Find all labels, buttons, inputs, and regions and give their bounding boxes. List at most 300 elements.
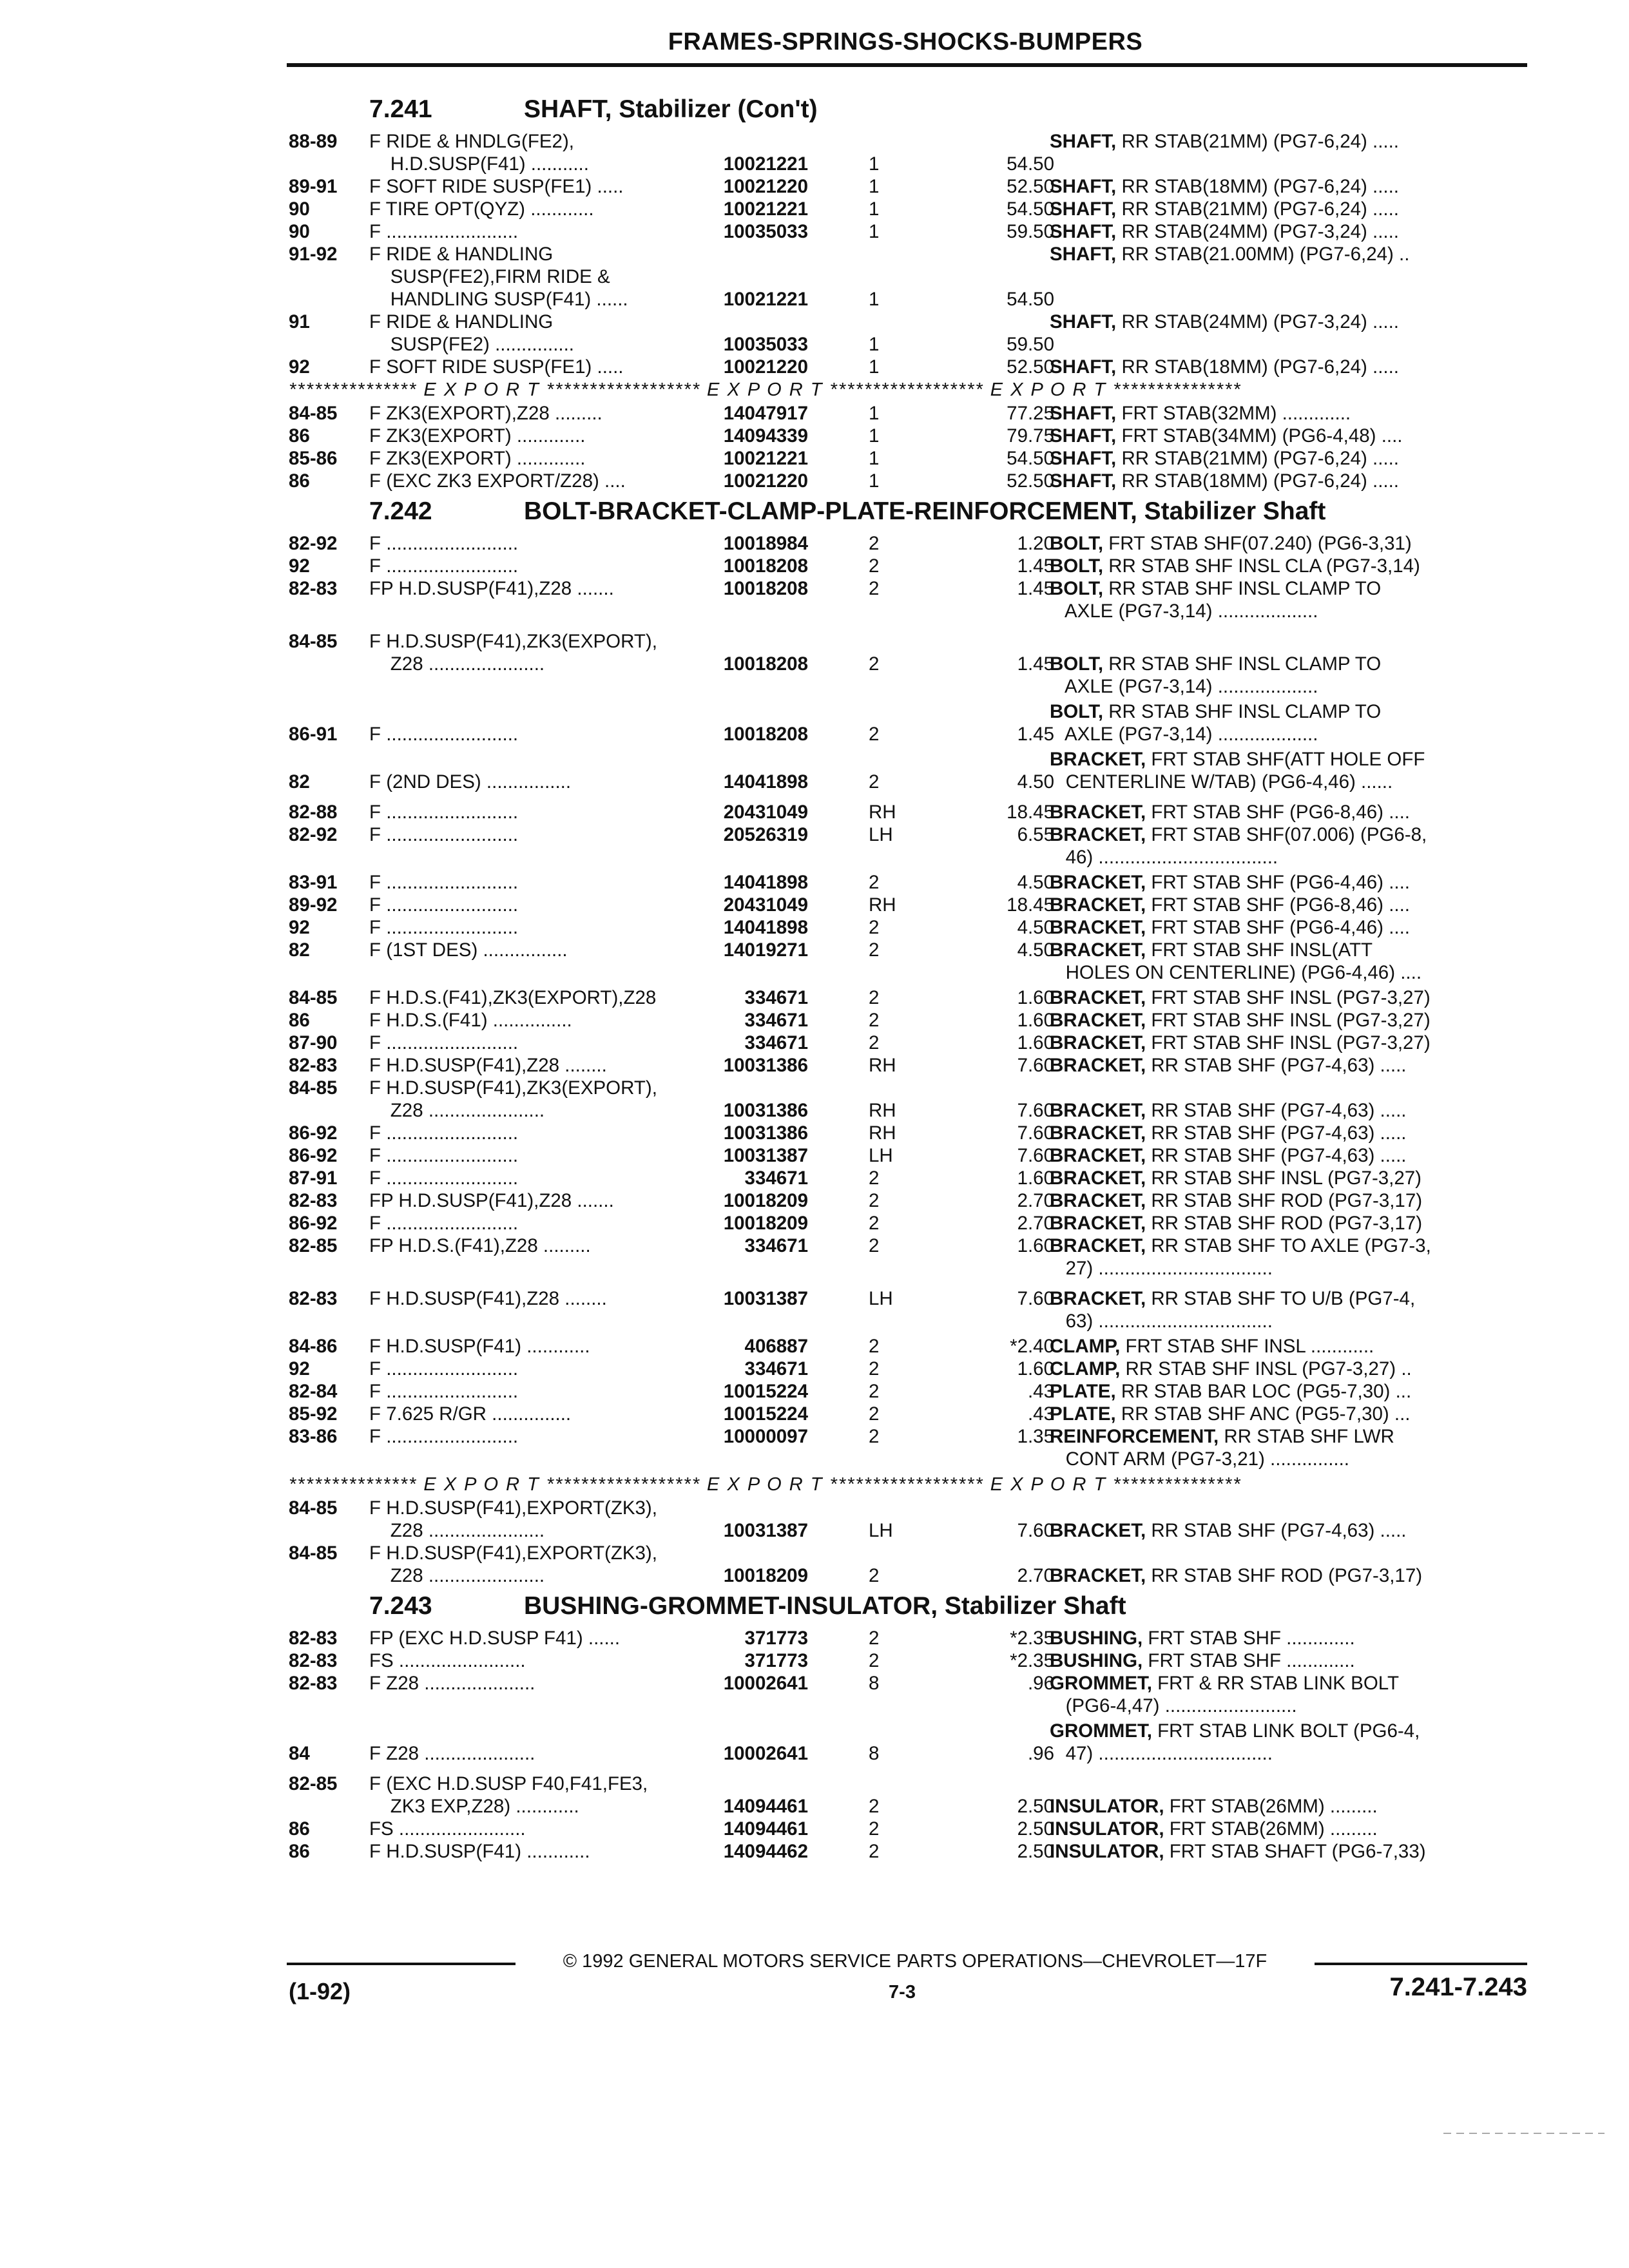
application-line: FP H.D.SUSP(F41),Z28 .......: [369, 1190, 614, 1211]
part-number: 10031387: [723, 1520, 808, 1541]
description-detail: RR STAB SHF INSL CLAMP TO: [1103, 578, 1382, 599]
quantity: 2: [869, 1628, 880, 1649]
quantity: LH: [869, 824, 893, 845]
application-line: H.D.SUSP(F41) ...........: [369, 153, 589, 175]
description-detail: 63) .................................: [1050, 1311, 1273, 1332]
description-keyword: BRACKET,: [1050, 1235, 1146, 1256]
price: 79.75: [1007, 425, 1054, 447]
description-keyword: GROMMET,: [1050, 1720, 1152, 1742]
part-number: 14041898: [723, 917, 808, 938]
application-line: F .........................: [369, 1168, 519, 1189]
part-description: [1050, 1122, 1539, 1144]
description-line: [1050, 555, 1539, 577]
part-description: [1050, 871, 1539, 894]
price: 2.70: [1017, 1213, 1054, 1234]
description-detail: FRT STAB SHF INSL (PG7-3,27): [1146, 987, 1431, 1008]
part-number: 406887: [744, 1336, 808, 1357]
description-detail: RR STAB SHF (PG7-4,63) .....: [1146, 1055, 1407, 1076]
part-description: [1050, 1077, 1539, 1122]
quantity: 2: [869, 1403, 880, 1425]
part-number: 10018209: [723, 1190, 808, 1211]
description-line: [1050, 1257, 1539, 1280]
description-detail: HOLES ON CENTERLINE) (PG6-4,46) ....: [1050, 962, 1422, 983]
header-rule: [287, 63, 1527, 67]
part-description: [1050, 470, 1539, 492]
description-detail: RR STAB SHF (PG7-4,63) .....: [1146, 1122, 1407, 1144]
section-heading: [289, 90, 1532, 130]
model-years: 84-85: [289, 403, 338, 424]
application-line: F H.D.SUSP(F41),ZK3(EXPORT),: [369, 1077, 657, 1099]
description-keyword: BRACKET,: [1050, 1168, 1146, 1189]
description-keyword: BOLT,: [1050, 653, 1104, 675]
part-number: 10018209: [723, 1213, 808, 1234]
quantity: 2: [869, 1190, 880, 1211]
price: 7.60: [1017, 1520, 1054, 1541]
description-line: [1050, 846, 1539, 869]
part-description: [1050, 532, 1539, 555]
description-line: [1050, 916, 1539, 939]
model-years: 82-83: [289, 1288, 338, 1309]
application-line: F .........................: [369, 917, 519, 938]
description-detail: RR STAB SHF LWR: [1219, 1426, 1394, 1447]
description-detail: FRT STAB(26MM) .........: [1164, 1796, 1378, 1817]
application-line: F H.D.SUSP(F41) ............: [369, 1336, 590, 1357]
description-detail: RR STAB(21.00MM) (PG7-6,24) ..: [1116, 244, 1410, 265]
part-number: 14094461: [723, 1818, 808, 1840]
catalog-row: [289, 447, 1532, 470]
catalog-row: [289, 311, 1532, 356]
price: 54.50: [1007, 153, 1054, 175]
price: *2.35: [1010, 1650, 1054, 1671]
quantity: 2: [869, 771, 880, 793]
catalog-row: [289, 1720, 1532, 1773]
description-detail: FRT STAB SHF (PG6-4,46) ....: [1146, 917, 1410, 938]
part-number: 371773: [744, 1650, 808, 1671]
description-line: [1050, 1235, 1539, 1257]
footer-date: (1-92): [289, 1978, 351, 2004]
description-detail: FRT STAB SHF (PG6-4,46) ....: [1146, 872, 1410, 893]
application-line: F ZK3(EXPORT) .............: [369, 425, 586, 447]
description-keyword: BOLT,: [1050, 701, 1104, 722]
application-line: F Z28 .....................: [369, 1743, 535, 1764]
description-line: [1050, 1773, 1539, 1795]
model-years: 90: [289, 221, 310, 242]
description-keyword: BRACKET,: [1050, 1145, 1146, 1166]
part-number: 10021221: [723, 289, 808, 310]
description-line: [1050, 894, 1539, 916]
description-detail: FRT STAB(26MM) .........: [1164, 1818, 1378, 1840]
part-number: 10018208: [723, 578, 808, 599]
price: .96: [1027, 1743, 1054, 1764]
description-line: [1050, 1380, 1539, 1403]
price: 7.60: [1017, 1122, 1054, 1144]
description-keyword: BRACKET,: [1050, 917, 1146, 938]
price: 1.35: [1017, 1426, 1054, 1447]
description-detail: FRT STAB SHF INSL (PG7-3,27): [1146, 1032, 1431, 1053]
description-line: [1050, 700, 1539, 723]
price: 18.45: [1007, 894, 1054, 916]
description-line: [1050, 961, 1539, 984]
model-years: 92: [289, 356, 310, 378]
application-line: F (2ND DES) ................: [369, 771, 572, 793]
model-years: 82-83: [289, 1190, 338, 1211]
description-keyword: BRACKET,: [1050, 894, 1146, 916]
catalog-row: [289, 1818, 1532, 1840]
part-description: [1050, 1287, 1539, 1332]
catalog-row: [289, 823, 1532, 871]
description-detail: RR STAB SHF TO AXLE (PG7-3,: [1146, 1235, 1431, 1256]
price: 7.60: [1017, 1055, 1054, 1076]
price: *2.40: [1010, 1336, 1054, 1357]
part-number: 10031386: [723, 1122, 808, 1144]
price: 1.20: [1017, 533, 1054, 554]
catalog-row: [289, 198, 1532, 220]
price: 2.50: [1017, 1841, 1054, 1862]
description-detail: RR STAB SHF (PG7-4,63) .....: [1146, 1145, 1407, 1166]
model-years: 86-91: [289, 724, 338, 745]
description-detail: AXLE (PG7-3,14) ...................: [1050, 724, 1318, 745]
description-detail: FRT STAB SHF INSL (PG7-3,27): [1146, 1010, 1431, 1031]
price: .96: [1027, 1673, 1054, 1694]
model-years: 87-91: [289, 1168, 338, 1189]
part-description: [1050, 1497, 1539, 1542]
description-keyword: REINFORCEMENT,: [1050, 1426, 1219, 1447]
part-number: 14094461: [723, 1796, 808, 1817]
part-description: [1050, 801, 1539, 823]
description-keyword: BRACKET,: [1050, 1055, 1146, 1076]
catalog-row: [289, 1335, 1532, 1358]
description-keyword: SHAFT,: [1050, 448, 1117, 469]
catalog-row: [289, 939, 1532, 986]
part-number: 10018208: [723, 724, 808, 745]
application-line: F H.D.SUSP(F41) ............: [369, 1841, 590, 1862]
model-years: 84-85: [289, 1542, 338, 1564]
quantity: 2: [869, 1650, 880, 1671]
quantity: 2: [869, 917, 880, 938]
description-line: [1050, 1542, 1539, 1564]
part-description: [1050, 555, 1539, 577]
catalog-row: [289, 220, 1532, 243]
price: 1.45: [1017, 653, 1054, 675]
description-line: [1050, 198, 1539, 220]
model-years: 86: [289, 1010, 310, 1031]
part-description: [1050, 1840, 1539, 1863]
footer-section-range: 7.241-7.243: [1389, 1973, 1527, 2001]
model-years: 89-92: [289, 894, 338, 916]
part-description: [1050, 425, 1539, 447]
application-line: F ZK3(EXPORT) .............: [369, 448, 586, 469]
description-line: [1050, 220, 1539, 243]
catalog-row: [289, 700, 1532, 748]
application-line: F H.D.SUSP(F41),ZK3(EXPORT),: [369, 631, 657, 652]
application-line: [369, 1720, 1014, 1742]
part-description: [1050, 175, 1539, 198]
section-number: 7.242: [369, 497, 432, 525]
price: 4.50: [1017, 939, 1054, 961]
description-detail: AXLE (PG7-3,14) ...................: [1050, 676, 1318, 697]
export-separator: *************** E X P O R T ****************** E X P O R T ****************** E X P O R T ***************: [289, 1474, 1242, 1495]
quantity: RH: [869, 1122, 896, 1144]
part-number: 10021221: [723, 198, 808, 220]
description-detail: RR STAB SHF ROD (PG7-3,17): [1146, 1190, 1423, 1211]
section-title: SHAFT, Stabilizer (Con't): [524, 95, 818, 123]
price: 1.45: [1017, 555, 1054, 577]
description-line: [1050, 1672, 1539, 1695]
part-description: [1050, 1212, 1539, 1235]
description-keyword: PLATE,: [1050, 1381, 1116, 1402]
catalog-row: [289, 425, 1532, 447]
application-line: F RIDE & HANDLING: [369, 311, 554, 332]
part-description: [1050, 630, 1539, 698]
application-line: [369, 700, 1014, 723]
description-line: [1050, 425, 1539, 447]
price: 7.60: [1017, 1288, 1054, 1309]
model-years: 82-83: [289, 1673, 338, 1694]
description-detail: RR STAB SHF (PG7-4,63) .....: [1146, 1520, 1407, 1541]
quantity: 2: [869, 1213, 880, 1234]
description-keyword: BRACKET,: [1050, 1190, 1146, 1211]
part-description: [1050, 1649, 1539, 1672]
quantity: 2: [869, 533, 880, 554]
part-number: 334671: [744, 1010, 808, 1031]
catalog-row: [289, 1077, 1532, 1122]
application-line: F Z28 .....................: [369, 1673, 535, 1694]
application-line: FP (EXC H.D.SUSP F41) ......: [369, 1628, 621, 1649]
price: 6.55: [1017, 824, 1054, 845]
description-line: [1050, 630, 1539, 653]
price: 54.50: [1007, 448, 1054, 469]
description-line: [1050, 1519, 1539, 1542]
application-line: F .........................: [369, 1358, 519, 1379]
model-years: 85-92: [289, 1403, 338, 1425]
description-line: [1050, 1720, 1539, 1742]
model-years: 87-90: [289, 1032, 338, 1053]
model-years: 82-88: [289, 802, 338, 823]
part-number: 14047917: [723, 403, 808, 424]
price: 1.60: [1017, 987, 1054, 1008]
price: 1.45: [1017, 724, 1054, 745]
part-description: [1050, 198, 1539, 220]
catalog-row: [289, 130, 1532, 175]
application-line: F (EXC H.D.SUSP F40,F41,FE3,: [369, 1773, 648, 1794]
model-years: 84-85: [289, 1077, 338, 1099]
application-line: SUSP(FE2),FIRM RIDE &: [369, 266, 610, 287]
section-number: 7.243: [369, 1592, 432, 1620]
part-description: [1050, 1009, 1539, 1032]
description-keyword: SHAFT,: [1050, 425, 1117, 447]
model-years: 84-85: [289, 631, 338, 652]
quantity: 1: [869, 425, 880, 447]
description-keyword: SHAFT,: [1050, 470, 1117, 492]
description-detail: FRT & RR STAB LINK BOLT: [1152, 1673, 1400, 1694]
description-keyword: BRACKET,: [1050, 1565, 1146, 1586]
description-line: [1050, 1335, 1539, 1358]
description-keyword: INSULATOR,: [1050, 1841, 1164, 1862]
quantity: 2: [869, 1426, 880, 1447]
quantity: 2: [869, 1336, 880, 1357]
description-line: [1050, 1032, 1539, 1054]
part-number: 10021220: [723, 470, 808, 492]
catalog-row: [289, 986, 1532, 1009]
part-number: 14041898: [723, 872, 808, 893]
quantity: 2: [869, 1381, 880, 1402]
quantity: 2: [869, 872, 880, 893]
section-heading: [289, 1587, 1532, 1627]
quantity: 2: [869, 653, 880, 675]
description-line: [1050, 130, 1539, 153]
catalog-row: [289, 1287, 1532, 1335]
description-line: [1050, 823, 1539, 846]
description-keyword: CLAMP,: [1050, 1358, 1121, 1379]
description-keyword: INSULATOR,: [1050, 1796, 1164, 1817]
catalog-row: [289, 894, 1532, 916]
application-line: F 7.625 R/GR ...............: [369, 1403, 572, 1425]
description-detail: RR STAB SHF INSL CLA (PG7-3,14): [1103, 555, 1420, 577]
description-line: [1050, 577, 1539, 600]
application-line: FS ........................: [369, 1818, 526, 1840]
part-number: 334671: [744, 1235, 808, 1256]
part-number: 10018208: [723, 653, 808, 675]
description-keyword: SHAFT,: [1050, 131, 1117, 152]
description-detail: RR STAB SHF TO U/B (PG7-4,: [1146, 1288, 1416, 1309]
description-keyword: BRACKET,: [1050, 824, 1146, 845]
export-separator: *************** E X P O R T ****************** E X P O R T ****************** E X P O R T ***************: [289, 380, 1242, 400]
description-detail: RR STAB(18MM) (PG7-6,24) .....: [1116, 356, 1400, 378]
description-detail: FRT STAB SHF (PG6-8,46) ....: [1146, 894, 1410, 916]
part-number: 10021220: [723, 356, 808, 378]
part-description: [1050, 311, 1539, 333]
price: .43: [1027, 1381, 1054, 1402]
catalog-row: [289, 1497, 1532, 1542]
part-description: [1050, 1189, 1539, 1212]
part-number: 10002641: [723, 1743, 808, 1764]
quantity: 8: [869, 1673, 880, 1694]
description-keyword: BRACKET,: [1050, 939, 1146, 961]
description-line: [1050, 1564, 1539, 1587]
catalog-row: [289, 1380, 1532, 1403]
model-years: 92: [289, 1358, 310, 1379]
price: 7.60: [1017, 1145, 1054, 1166]
part-description: [1050, 402, 1539, 425]
footer-rule-left: [287, 1963, 516, 1965]
model-years: 86-92: [289, 1213, 338, 1234]
description-keyword: SHAFT,: [1050, 176, 1117, 197]
part-description: [1050, 243, 1539, 265]
part-description: [1050, 356, 1539, 378]
price: 59.50: [1007, 221, 1054, 242]
model-years: 83-86: [289, 1426, 338, 1447]
description-detail: RR STAB(24MM) (PG7-3,24) .....: [1116, 221, 1400, 242]
catalog-row: [289, 871, 1532, 894]
description-detail: CENTERLINE W/TAB) (PG6-4,46) ......: [1050, 771, 1393, 793]
description-keyword: BUSHING,: [1050, 1650, 1143, 1671]
description-detail: RR STAB SHF INSL (PG7-3,27) ..: [1120, 1358, 1412, 1379]
application-line: F .........................: [369, 802, 519, 823]
description-line: [1050, 1167, 1539, 1189]
description-keyword: SHAFT,: [1050, 244, 1117, 265]
part-number: 10031387: [723, 1145, 808, 1166]
application-line: F RIDE & HANDLING: [369, 244, 554, 265]
part-number: 334671: [744, 1032, 808, 1053]
description-line: [1050, 723, 1539, 745]
price: 52.50: [1007, 470, 1054, 492]
application-line: Z28 ......................: [369, 653, 545, 675]
catalog-row: [289, 801, 1532, 823]
description-detail: RR STAB SHF INSL CLAMP TO: [1103, 701, 1382, 722]
part-number: 10015224: [723, 1381, 808, 1402]
catalog-row: [289, 1649, 1532, 1672]
catalog-row: [289, 1167, 1532, 1189]
description-line: [1050, 1054, 1539, 1077]
description-keyword: BRACKET,: [1050, 1122, 1146, 1144]
description-line: [1050, 1122, 1539, 1144]
catalog-row: [289, 577, 1532, 630]
part-number: 20431049: [723, 894, 808, 916]
catalog-row: [289, 402, 1532, 425]
quantity: 1: [869, 176, 880, 197]
model-years: 84: [289, 1743, 310, 1764]
description-line: [1050, 801, 1539, 823]
model-years: 86-92: [289, 1122, 338, 1144]
price: 52.50: [1007, 356, 1054, 378]
application-line: FS ........................: [369, 1650, 526, 1671]
description-detail: (PG6-4,47) .........................: [1050, 1695, 1297, 1716]
description-keyword: BRACKET,: [1050, 987, 1146, 1008]
price: 59.50: [1007, 334, 1054, 355]
section-heading: [289, 492, 1532, 532]
part-number: 20431049: [723, 802, 808, 823]
description-detail: RR STAB(21MM) (PG7-6,24) .....: [1116, 131, 1400, 152]
application-line: F .........................: [369, 824, 519, 845]
model-years: 82-85: [289, 1235, 338, 1256]
application-line: F .........................: [369, 894, 519, 916]
quantity: 1: [869, 470, 880, 492]
model-years: 84-85: [289, 987, 338, 1008]
part-description: [1050, 916, 1539, 939]
catalog-row: [289, 1189, 1532, 1212]
model-years: 92: [289, 555, 310, 577]
description-keyword: BRACKET,: [1050, 1520, 1146, 1541]
application-line: HANDLING SUSP(F41) ......: [369, 289, 628, 310]
model-years: 82-92: [289, 533, 338, 554]
description-detail: RR STAB SHF ROD (PG7-3,17): [1146, 1565, 1423, 1586]
description-keyword: BRACKET,: [1050, 1213, 1146, 1234]
part-description: [1050, 130, 1539, 153]
description-line: [1050, 1358, 1539, 1380]
part-description: [1050, 1403, 1539, 1425]
price: 54.50: [1007, 198, 1054, 220]
description-line: [1050, 243, 1539, 265]
description-detail: FRT STAB LINK BOLT (PG6-4,: [1152, 1720, 1420, 1742]
part-description: [1050, 220, 1539, 243]
description-line: [1050, 939, 1539, 961]
description-detail: FRT STAB SHF INSL(ATT: [1146, 939, 1373, 961]
description-keyword: PLATE,: [1050, 1403, 1116, 1425]
description-keyword: BOLT,: [1050, 578, 1104, 599]
part-description: [1050, 1380, 1539, 1403]
description-detail: RR STAB SHF INSL CLAMP TO: [1103, 653, 1382, 675]
description-detail: FRT STAB SHF .............: [1142, 1628, 1355, 1649]
description-keyword: SHAFT,: [1050, 221, 1117, 242]
catalog-row: [289, 1672, 1532, 1720]
model-years: 91-92: [289, 244, 338, 265]
part-number: 10018209: [723, 1565, 808, 1586]
description-line: [1050, 600, 1539, 622]
catalog-row: [289, 1212, 1532, 1235]
catalog-row: [289, 532, 1532, 555]
page-header-title: FRAMES-SPRINGS-SHOCKS-BUMPERS: [668, 28, 1143, 55]
quantity: 1: [869, 153, 880, 175]
